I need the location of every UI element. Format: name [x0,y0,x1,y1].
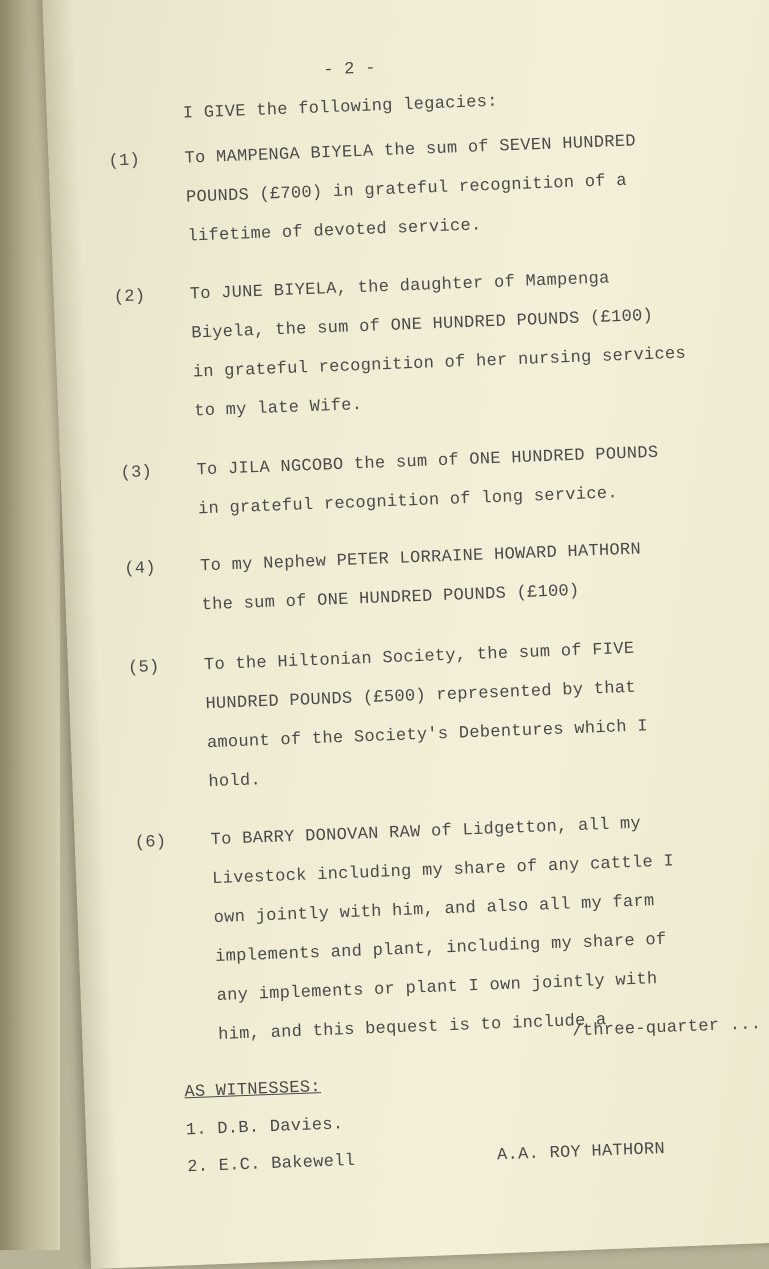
witnesses-heading: AS WITNESSES: [184,1078,322,1103]
legacy-line: Livestock including my share of any cattle I [211,852,675,890]
legacy-line: any implements or plant I own jointly with [216,970,658,1007]
legacy-line: hold. [208,771,262,793]
legacy-line: in grateful recognition of long service. [197,484,619,520]
legacy-line: To BARRY DONOVAN RAW of Lidgetton, all my [210,814,642,851]
legacy-number: (5) [127,657,160,679]
legacy-text [184,132,658,267]
legacy-line: own jointly with him, and also all my farm [213,892,655,929]
legacy-line: POUNDS (£700) in grateful recognition of a [185,171,628,208]
legacy-line: To the Hiltonian Society, the sum of FIVE [203,639,635,676]
legacy-line: amount of the Society's Debentures which I [206,717,649,754]
legacy-number: (6) [134,832,167,854]
legacy-text [200,539,673,635]
legacy-line: to my late Wife. [193,396,363,422]
intro-line: I GIVE the following legacies: [182,92,499,124]
legacy-number: (1) [108,151,141,172]
legacy-text [196,443,669,539]
legacy-line: HUNDRED POUNDS (£500) represented by that [205,678,637,715]
legacy-line: the sum of ONE HUNDRED POUNDS (£100) [201,581,580,616]
legacy-text [189,268,687,442]
continuation-marker: /three-quarter ... [572,1015,762,1042]
legacy-number: (4) [123,559,157,580]
legacy-line: in grateful recognition of her nursing services [192,344,687,383]
document-page [42,0,769,1269]
witness-one: 1. D.B. Davies. [185,1115,344,1141]
legacy-line: To JUNE BIYELA, the daughter of Mampenga [189,269,610,305]
witness-two: 2. E.C. Bakewell [186,1151,356,1178]
legacy-line: To my Nephew PETER LORRAINE HOWARD HATHORN [199,540,642,577]
legacy-line: Biyela, the sum of ONE HUNDRED POUNDS (£100) [190,306,654,344]
page-number: - 2 - [322,59,377,81]
legacy-line: To MAMPENGA BIYELA the sum of SEVEN HUNDRED [184,132,637,169]
legacy-line: him, and this bequest is to include a [217,1011,607,1045]
legacy-number: (3) [120,463,153,484]
legacy-text [204,638,680,812]
legacy-line: To JILA NGCOBO the sum of ONE HUNDRED POUNDS [196,443,659,481]
legacy-number: (2) [113,287,146,308]
legacy-line: implements and plant, including my share of [214,930,667,968]
testator-name: A.A. ROY HATHORN [496,1139,666,1166]
legacy-line: lifetime of devoted service. [187,216,482,247]
